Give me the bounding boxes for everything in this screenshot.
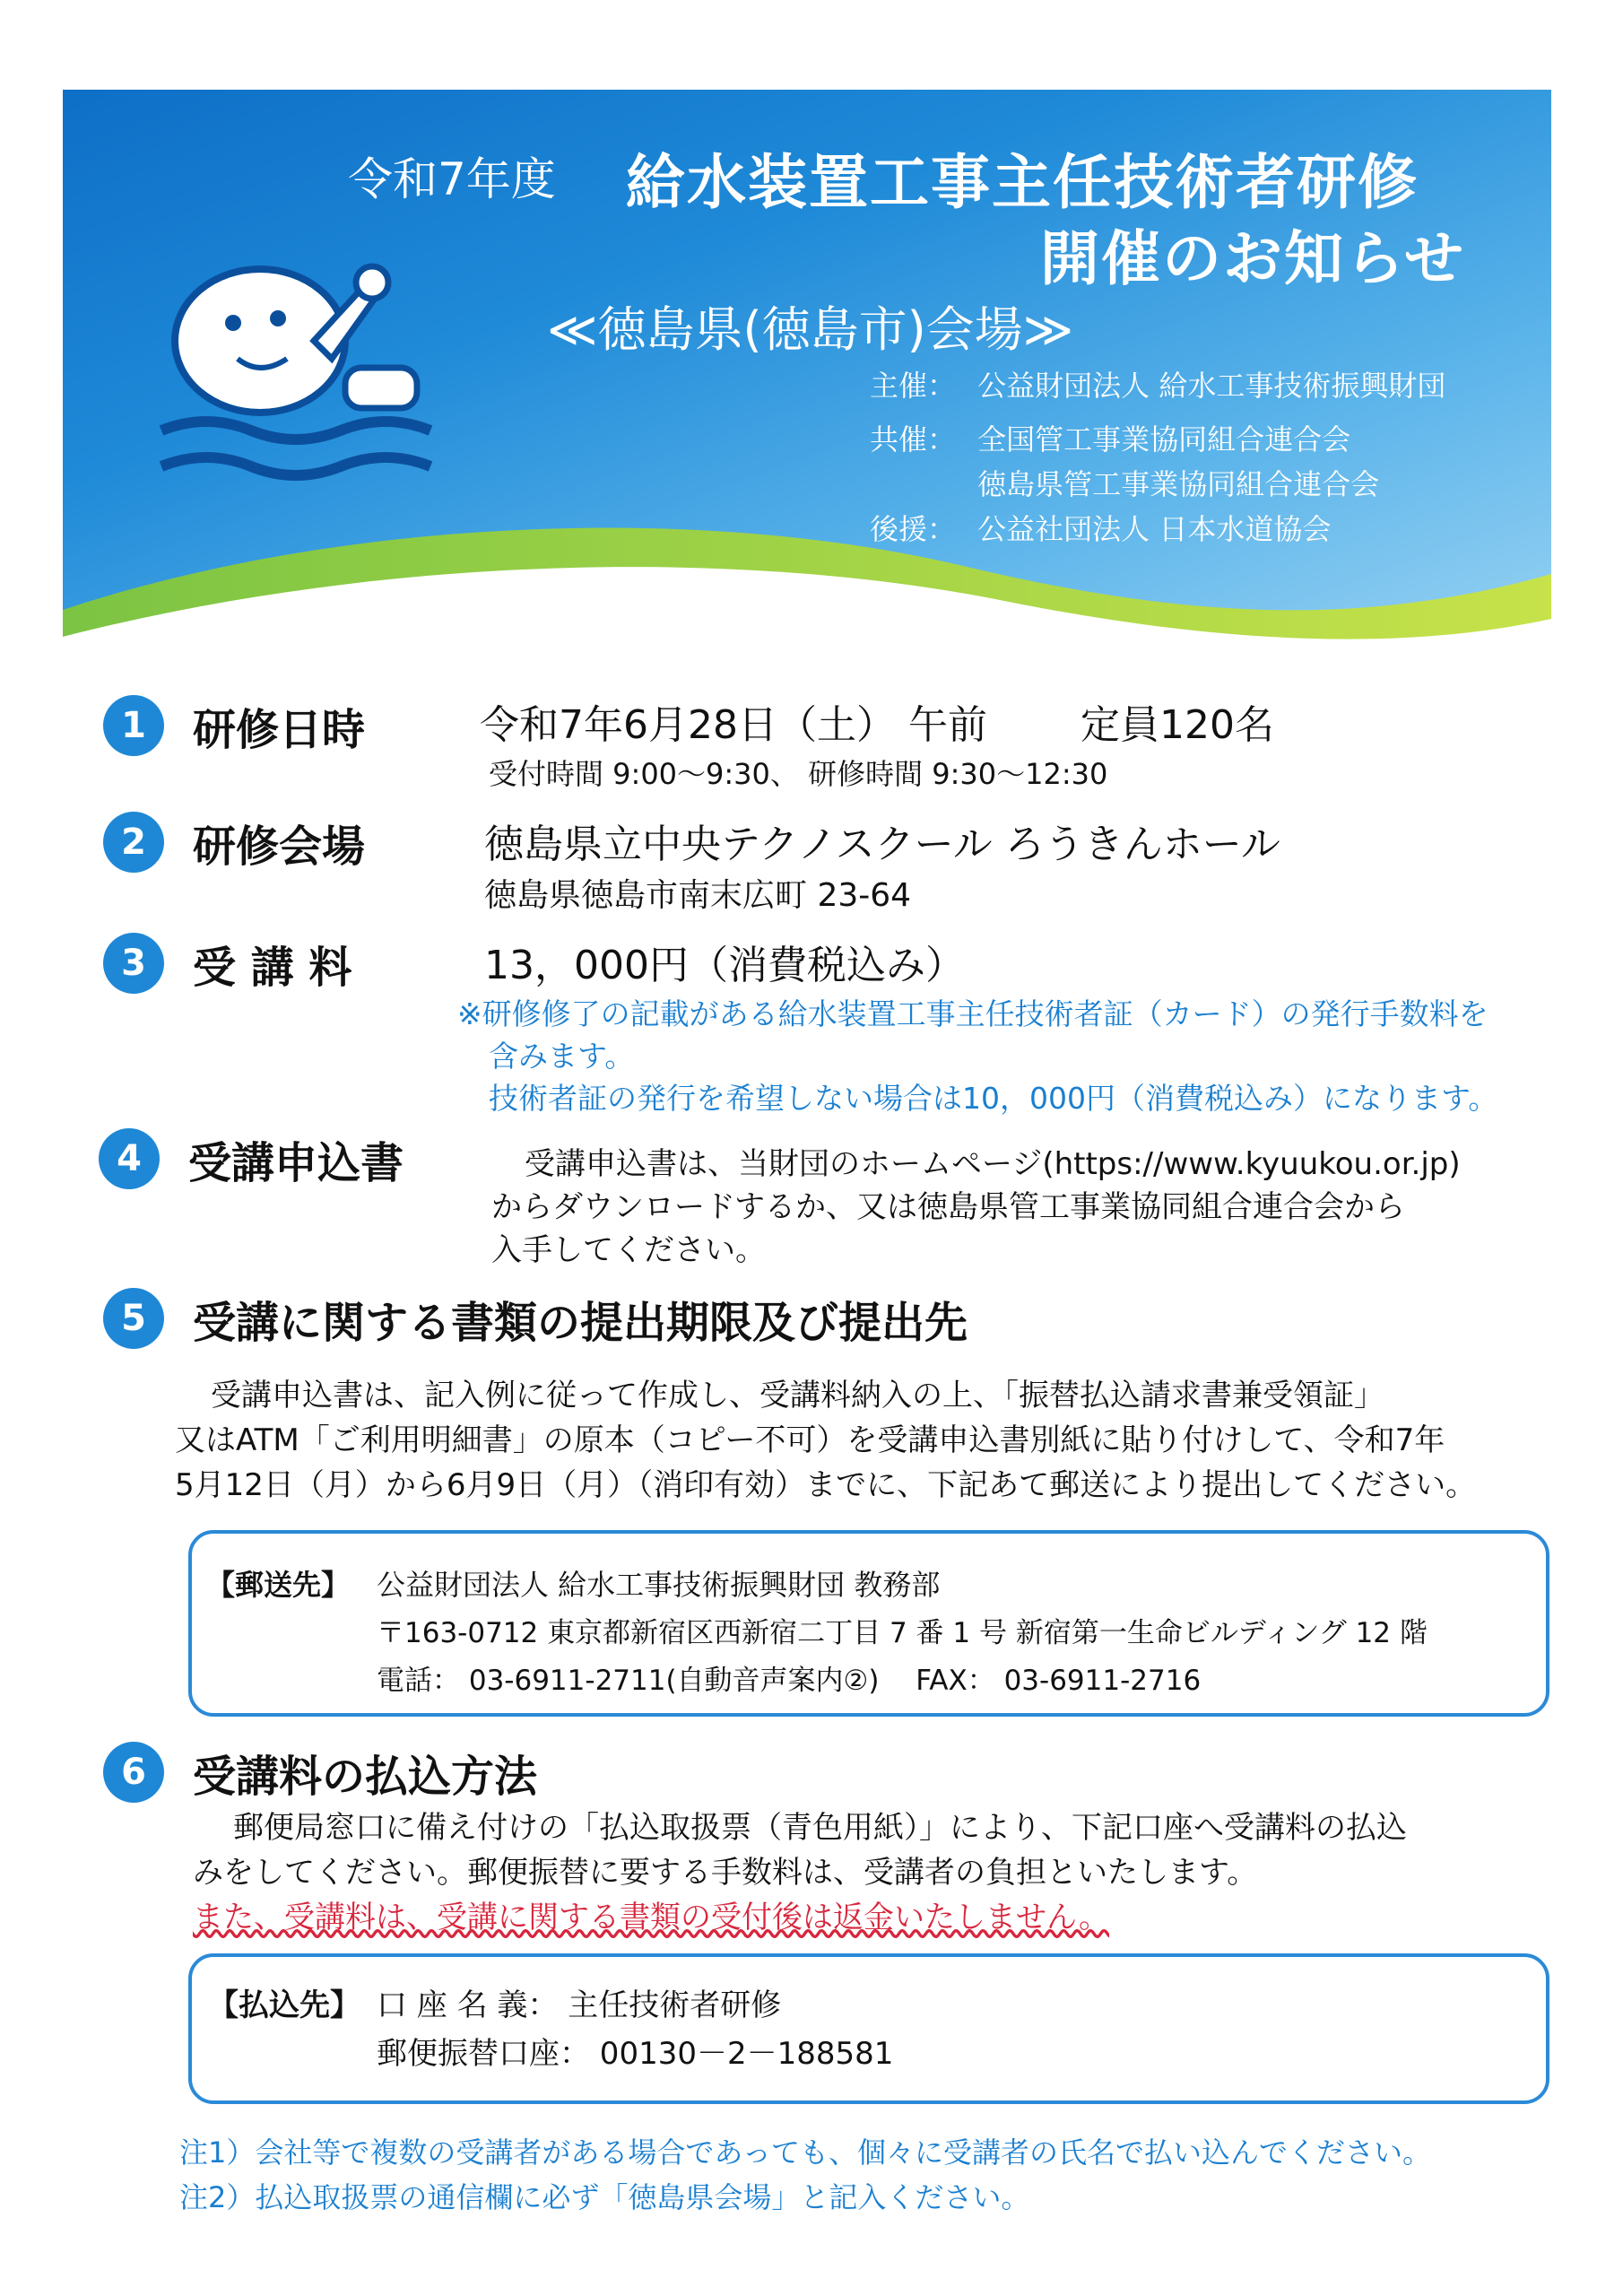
section-title-application: 受講申込書: [188, 1138, 404, 1188]
co-organizer-row: [870, 417, 1350, 458]
venue-name: 徳島県立中央テクノスクール ろうきんホール: [484, 822, 1280, 867]
section-number-5: 5: [103, 1288, 164, 1349]
venue-heading: ≪徳島県(徳島市)会場≫: [547, 301, 1074, 358]
submission-line2: 又はATM「ご利用明細書」の原本（コピー不可）を受講申込書別紙に貼り付けして、令和7年: [175, 1422, 1445, 1458]
note-2: 注2）払込取扱票の通信欄に必ず「徳島県会場」と記入ください。: [179, 2180, 1030, 2214]
section-number-4: 4: [99, 1128, 160, 1189]
co-organizer-row-2: [870, 462, 1379, 503]
fee-amount: 13，000円（消費税込み）: [484, 943, 965, 988]
payment-line2: みをしてください。郵便振替に要する手数料は、受講者の負担といたします。: [193, 1855, 1258, 1891]
fee-note-line3: 技術者証の発行を希望しない場合は10，000円（消費税込み）になります。: [489, 1081, 1498, 1116]
organizer-label: 主催：: [870, 369, 957, 403]
mailing-address: 〒163-0712 東京都新宿区西新宿二丁目 7 番 1 号 新宿第一生命ビルディング 12 階: [377, 1617, 1428, 1649]
fiscal-year: 令和7年度: [348, 153, 556, 205]
section-number-6: 6: [103, 1742, 164, 1803]
application-line3: 入手してください。: [491, 1232, 766, 1268]
reception-times: 受付時間 9:00～9:30、 研修時間 9:30～12:30: [489, 757, 1108, 791]
mailing-phone: 電話： 03-6911-2711(自動音声案内②) FAX： 03-6911-2716: [377, 1665, 1202, 1697]
mascot-illustration: [152, 233, 457, 493]
application-line2: からダウンロードするか、又は徳島県管工事業協同組合連合会から: [491, 1189, 1405, 1225]
section-number-1: 1: [103, 695, 164, 756]
application-line1: 受講申込書は、当財団のホームページ(https://www.kyuukou.or.jp): [525, 1146, 1461, 1182]
account-number: 郵便振替口座： 00130－2－188581: [377, 2036, 894, 2072]
co-organizer-label: 共催：: [870, 422, 957, 457]
submission-line3: 5月12日（月）から6月9日（月）（消印有効）までに、下記あて郵送により提出してください。: [175, 1467, 1477, 1503]
organizer-row: [870, 363, 1445, 404]
section-title-venue: 研修会場: [193, 822, 366, 872]
section-number-2: 2: [103, 812, 164, 873]
fee-note-line1: ※研修修了の記載がある給水装置工事主任技術者証（カード）の発行手数料を: [457, 996, 1488, 1031]
section-number-3: 3: [103, 933, 164, 994]
capacity: 定員120名: [1081, 702, 1274, 748]
fee-note-line2: 含みます。: [489, 1039, 635, 1074]
supporter-row: [870, 507, 1331, 548]
submission-line1: 受講申込書は、記入例に従って作成し、受講料納入の上、「振替払込請求書兼受領証」: [211, 1378, 1384, 1413]
mailing-organization: 公益財団法人 給水工事技術振興財団 教務部: [377, 1568, 941, 1602]
section-title-datetime: 研修日時: [193, 705, 366, 755]
section-title-submission: 受講に関する書類の提出期限及び提出先: [193, 1298, 968, 1348]
refund-warning: また、受講料は、受講に関する書類の受付後は返金いたしません。: [193, 1900, 1110, 1935]
organizer-name: 公益財団法人 給水工事技術振興財団: [977, 369, 1446, 403]
title-line1: 給水装置工事主任技術者研修: [626, 148, 1419, 217]
payment-line1: 郵便局窓口に備え付けの「払込取扱票（青色用紙）」により、下記口座へ受講料の払込: [233, 1810, 1407, 1846]
section-title-payment: 受講料の払込方法: [193, 1752, 538, 1802]
section-title-fee: 受 講 料: [193, 943, 352, 993]
venue-address: 徳島県徳島市南末広町 23-64: [484, 877, 912, 914]
note-1: 注1）会社等で複数の受講者がある場合であっても、個々に受講者の氏名で払い込んでください。: [179, 2135, 1432, 2170]
payment-label: 【払込先】: [208, 1987, 360, 2023]
title-line2: 開催のお知らせ: [1040, 224, 1466, 293]
supporter-name: 公益社団法人 日本水道協会: [977, 512, 1332, 546]
header-banner: [63, 90, 1551, 664]
co-organizer-name: 全国管工事業協同組合連合会: [977, 422, 1351, 457]
supporter-label: 後援：: [870, 512, 957, 546]
training-date: 令和7年6月28日（土） 午前: [480, 702, 987, 748]
mailing-label: 【郵送先】: [206, 1568, 351, 1602]
co-organizer-name-2: 徳島県管工事業協同組合連合会: [977, 467, 1380, 501]
account-name: 口 座 名 義： 主任技術者研修: [377, 1987, 782, 2023]
